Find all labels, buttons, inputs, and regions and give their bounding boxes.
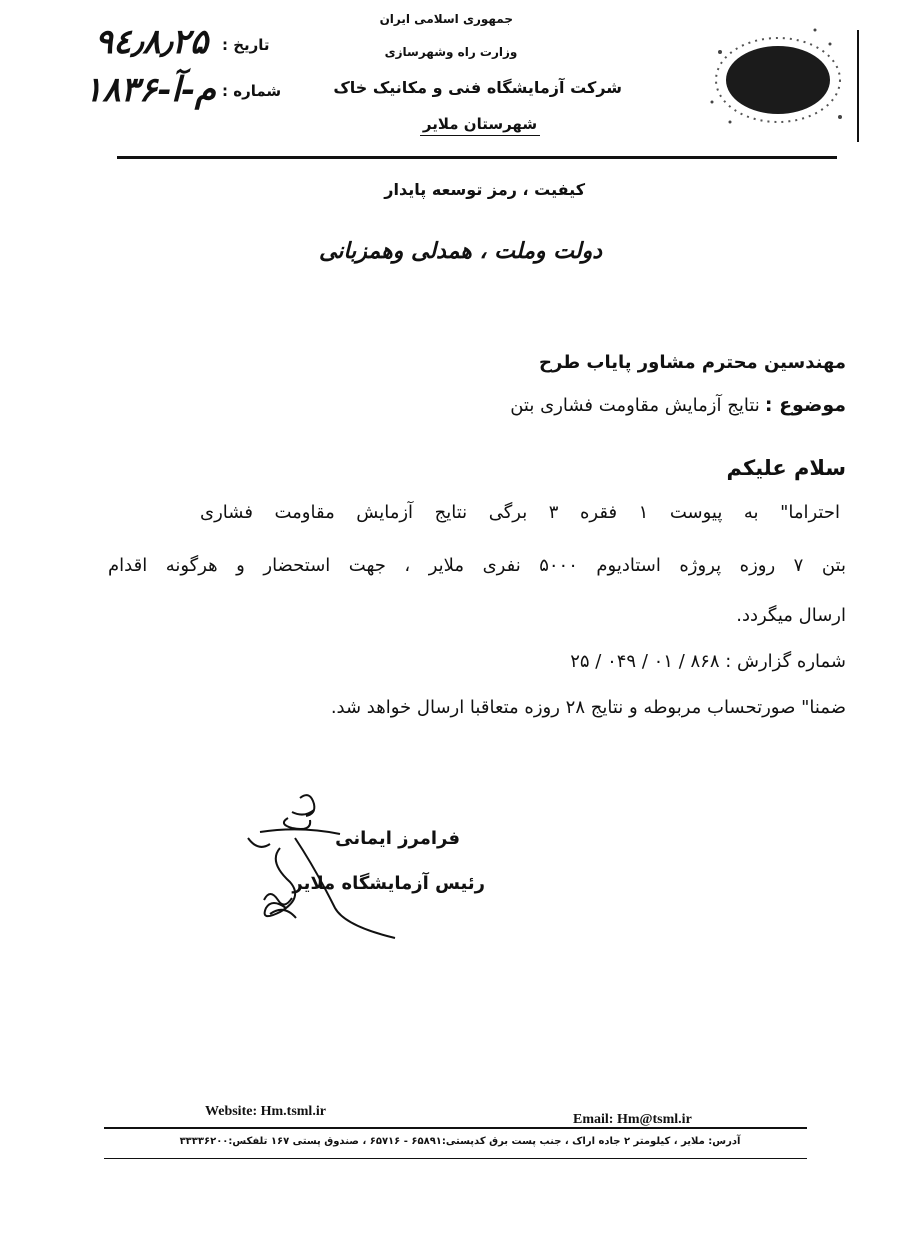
- body-line-1: احتراما" به پیوست ۱ فقره ۳ برگی نتایج آزمایش مقاومت فشاری: [200, 502, 840, 523]
- report-number: شماره گزارش : ۸۶۸ / ۰۱ / ۰۴۹ / ۲۵: [570, 651, 846, 672]
- slogan-quality: کیفیت ، رمز توسعه پایدار: [384, 180, 585, 199]
- greeting: سلام علیکم: [726, 456, 846, 480]
- body-line-2: بتن ۷ روزه پروژه استادیوم ۵۰۰۰ نفری ملایر ، جهت استحضار و هرگونه اقدام: [108, 555, 846, 576]
- slogan-government: دولت وملت ، همدلی وهمزبانی: [318, 238, 602, 264]
- footer-rule: [104, 1127, 807, 1129]
- subject-label: موضوع :: [764, 394, 846, 416]
- date-label: تاریخ :: [222, 36, 270, 54]
- signatory-title: رئیس آزمایشگاه ملایر: [292, 873, 485, 894]
- footer-rule-bottom: [104, 1158, 807, 1159]
- note-line: ضمنا" صورتحساب مربوطه و نتایج ۲۸ روزه متعاقبا ارسال خواهد شد.: [330, 697, 846, 718]
- company-name: شرکت آزمایشگاه فنی و مکانیک خاک: [333, 78, 622, 97]
- republic-line: جمهوری اسلامی ایران: [379, 12, 513, 26]
- footer-website: Website: Hm.tsml.ir: [205, 1104, 326, 1119]
- body-line-3: ارسال میگردد.: [736, 605, 846, 626]
- subject-text: نتایج آزمایش مقاومت فشاری بتن: [510, 395, 760, 416]
- city-underline: [420, 135, 540, 136]
- recipient: مهندسین محترم مشاور پایاب طرح: [539, 352, 846, 373]
- signatory-name: فرامرز ایمانی: [335, 828, 460, 849]
- number-value-handwritten: م-آ-۱۸۳۶: [84, 70, 216, 110]
- signature-icon: [240, 778, 470, 948]
- right-edge-line: [857, 30, 859, 142]
- city-name: شهرستان ملایر: [422, 115, 538, 133]
- seal-icon: [700, 22, 850, 132]
- subject-row: [510, 394, 846, 416]
- number-label: شماره :: [222, 82, 282, 100]
- ministry-line: وزارت راه وشهرسازی: [384, 45, 518, 59]
- footer-email: Email: Hm@tsml.ir: [573, 1112, 692, 1127]
- footer-address: آدرس: ملایر ، کیلومتر ۲ جاده اراک ، جنب پست برق کدپستی:۶۵۸۹۱ - ۶۵۷۱۶ ، صندوق پستی ۱۶۷ تلفکس:۳۳۳۳۶۲۰۰: [179, 1136, 741, 1147]
- date-value-handwritten: ۹٤٫۸٫۲۵: [94, 22, 209, 62]
- header-rule: [117, 156, 837, 159]
